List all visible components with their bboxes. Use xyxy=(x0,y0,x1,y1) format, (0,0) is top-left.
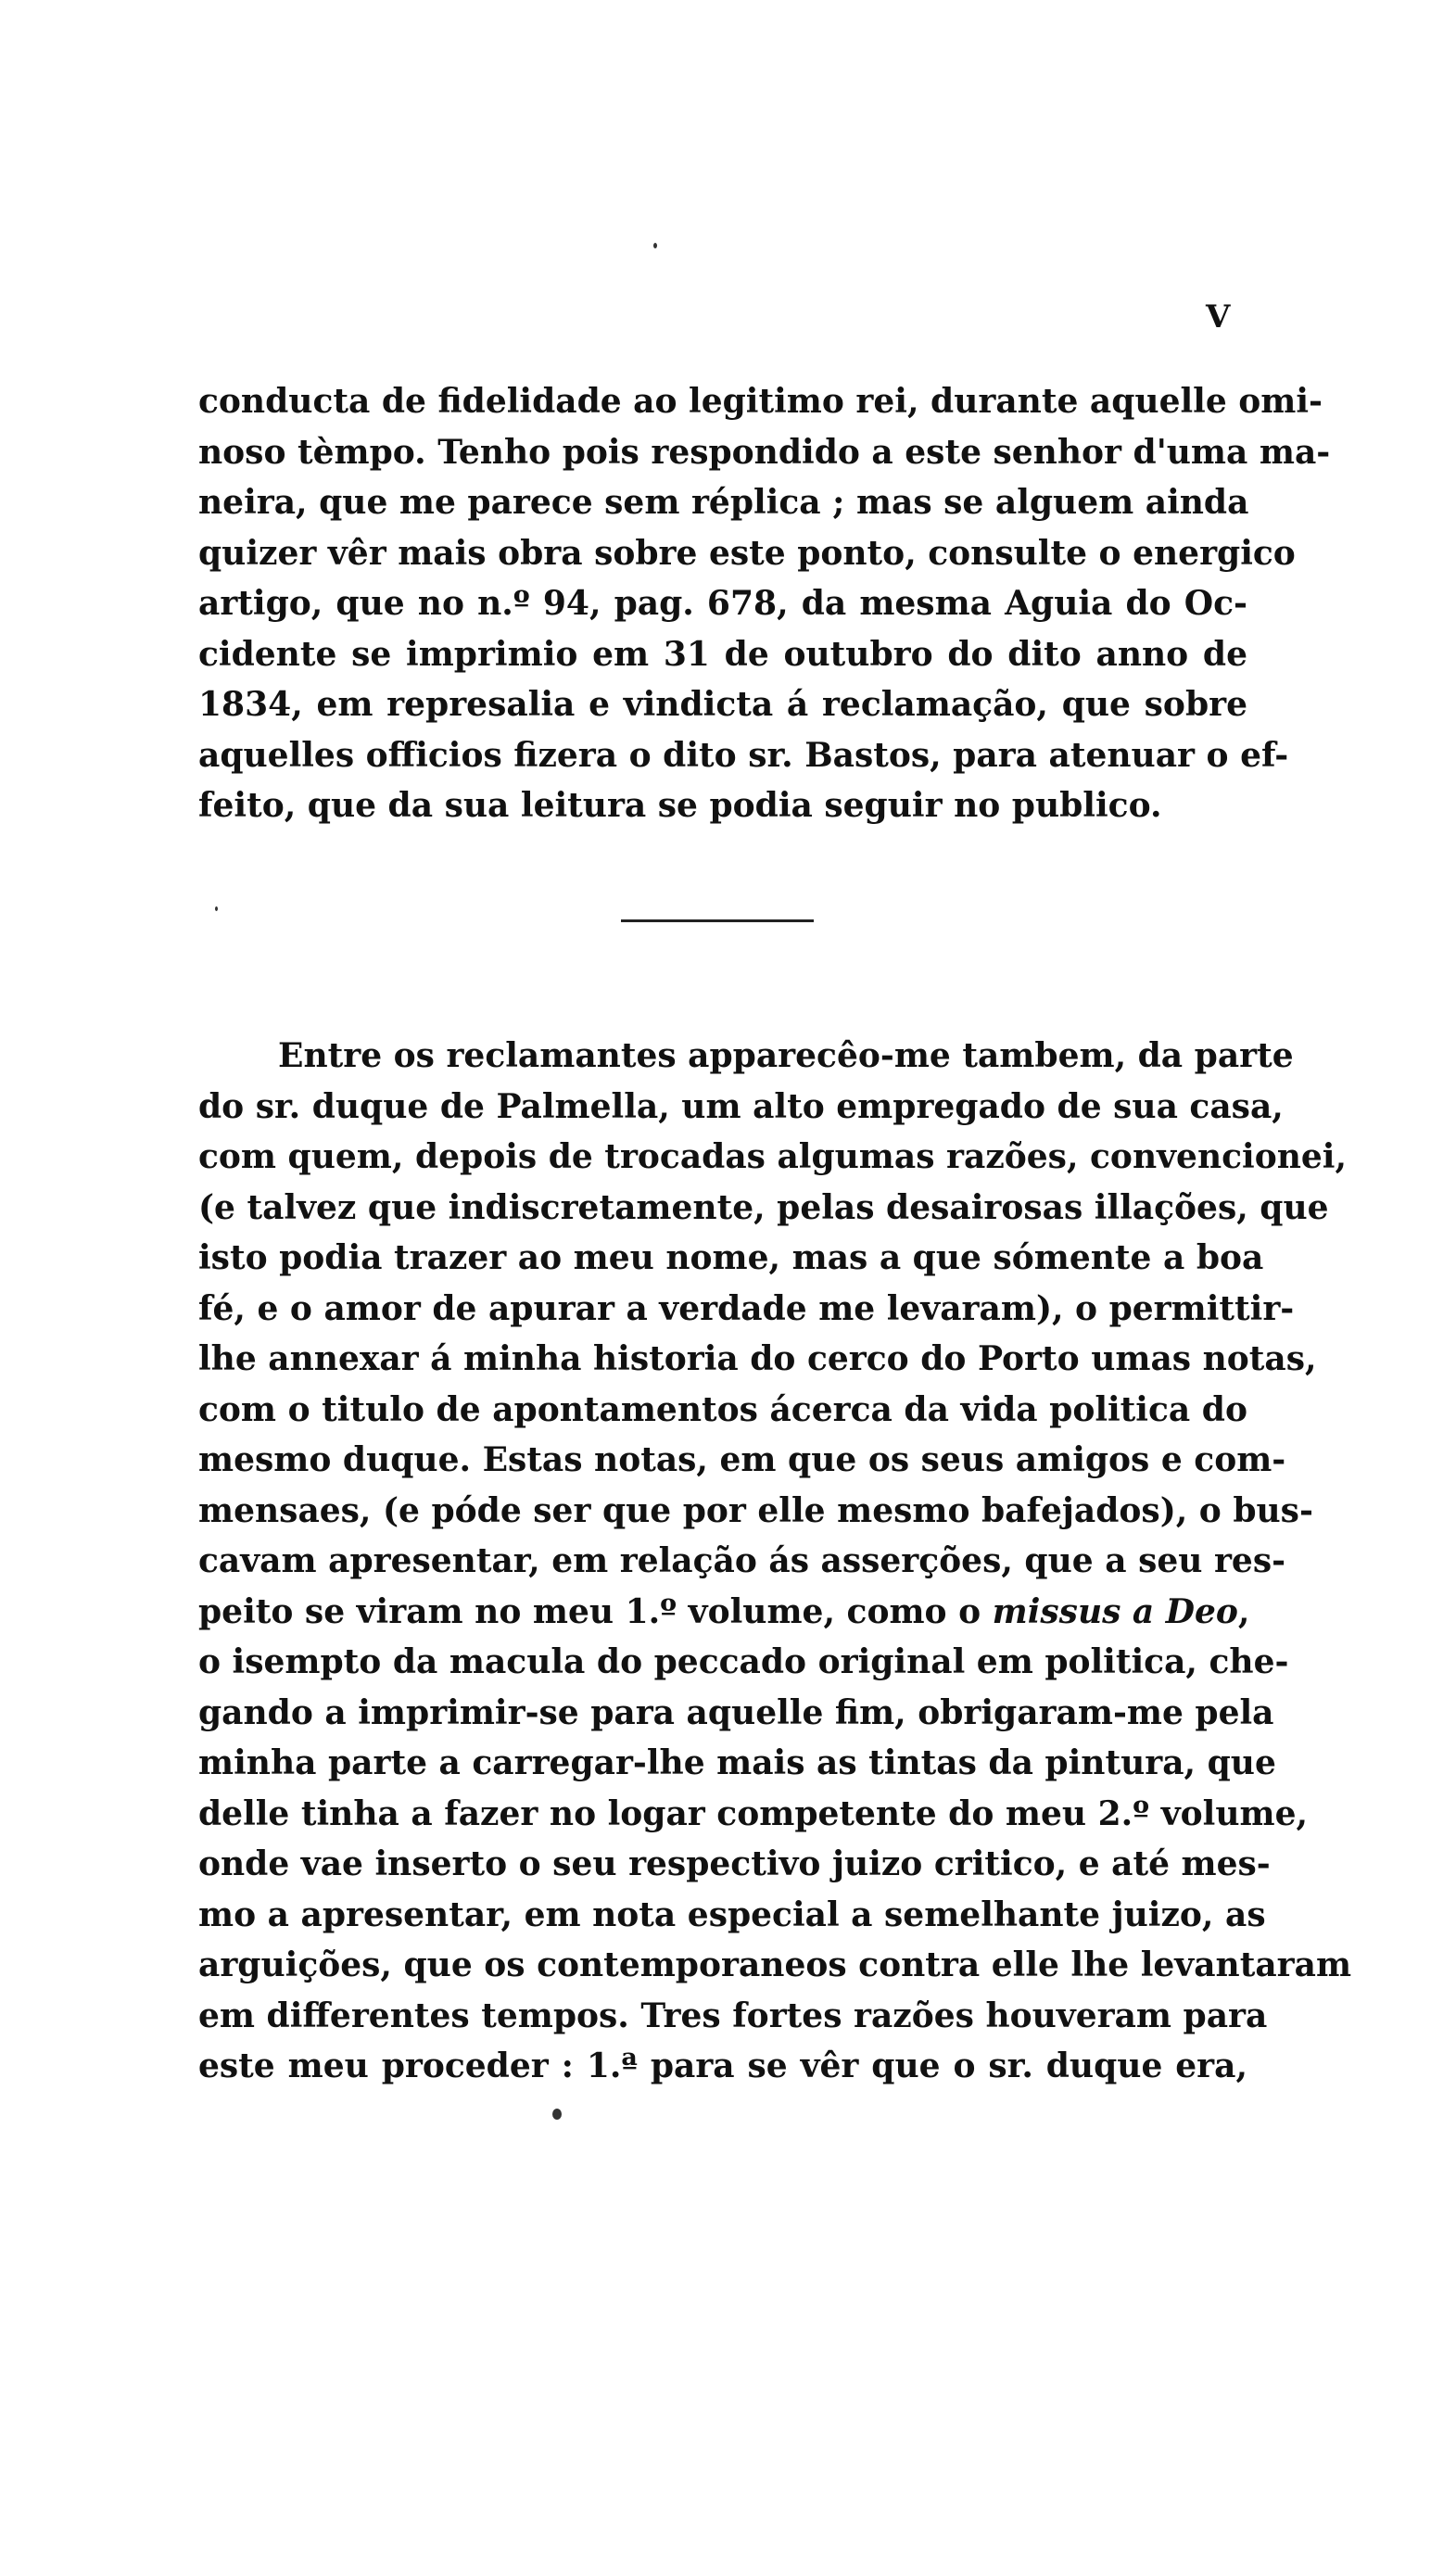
page-number: V xyxy=(1206,298,1231,336)
latin-phrase: missus a Deo xyxy=(992,1591,1238,1631)
paragraph-continued xyxy=(198,376,1331,831)
text-line: minha parte a carregar-lhe mais as tintas da pintura, que xyxy=(198,1743,1276,1782)
scan-speck xyxy=(215,906,218,911)
text-line: onde vae inserto o seu respectivo juizo critico, e até mes- xyxy=(198,1844,1271,1883)
text-line: artigo, que no n.º 94, pag. 678, da mesma Aguia do Oc- xyxy=(198,584,1247,623)
text-line: gando a imprimir-se para aquelle fim, obrigaram-me pela xyxy=(198,1692,1274,1732)
text-line: aquelles officios fizera o dito sr. Bastos, para atenuar o ef- xyxy=(198,735,1289,775)
text-line: 1834, em represalia e vindicta á reclamação, que sobre xyxy=(198,685,1247,724)
text-line: conducta de fidelidade ao legitimo rei, durante aquelle omi- xyxy=(198,382,1323,421)
text-line: o isempto da macula do peccado original em politica, che- xyxy=(198,1642,1289,1681)
text-line: mo a apresentar, em nota especial a semelhante juizo, as xyxy=(198,1894,1266,1934)
text-line: com quem, depois de trocadas algumas razões, convencionei, xyxy=(198,1137,1348,1176)
text-line: em differentes tempos. Tres fortes razões houveram para xyxy=(198,1996,1268,2035)
text-line: este meu proceder : 1.ª para se vêr que o sr. duque era, xyxy=(198,2046,1247,2085)
text-line: cidente se imprimio em 31 de outubro do dito anno de xyxy=(198,634,1247,674)
text-line: delle tinha a fazer no logar competente do meu 2.º volume, xyxy=(198,1793,1309,1833)
text-line: (e talvez que indiscretamente, pelas desairosas illações, que xyxy=(198,1187,1329,1227)
text-line: peito se viram no meu 1.º volume, como o missus a Deo, xyxy=(198,1591,1250,1631)
text-line: feito, que da sua leitura se podia seguir no publico. xyxy=(198,786,1162,825)
scan-speck xyxy=(552,2109,562,2120)
text-line: isto podia trazer ao meu nome, mas a que sómente a boa xyxy=(198,1238,1264,1277)
text-line: arguições, que os contemporaneos contra elle lhe levantaram xyxy=(198,1945,1352,1984)
paragraph-new xyxy=(198,1031,1352,2092)
text-line: noso tèmpo. Tenho pois respondido a este senhor d'uma ma- xyxy=(198,432,1331,472)
text-line: lhe annexar á minha historia do cerco do Porto umas notas, xyxy=(198,1339,1317,1378)
text-line: cavam apresentar, em relação ás asserções, que a seu res- xyxy=(198,1541,1286,1580)
section-divider xyxy=(621,919,814,922)
scan-speck xyxy=(653,243,657,248)
text-line: mensaes, (e póde ser que por elle mesmo bafejados), o bus- xyxy=(198,1490,1313,1530)
text-line: quizer vêr mais obra sobre este ponto, consulte o energico xyxy=(198,533,1296,573)
text-line: Entre os reclamantes apparecêo-me tambem, da parte xyxy=(278,1036,1294,1075)
text-line: neira, que me parece sem réplica ; mas se alguem ainda xyxy=(198,483,1249,522)
text-line: com o titulo de apontamentos ácerca da vida politica do xyxy=(198,1389,1247,1429)
text-line: fé, e o amor de apurar a verdade me levaram), o permittir- xyxy=(198,1288,1295,1328)
text-line: mesmo duque. Estas notas, em que os seus amigos e com- xyxy=(198,1440,1286,1479)
text-line: do sr. duque de Palmella, um alto empregado de sua casa, xyxy=(198,1086,1284,1126)
